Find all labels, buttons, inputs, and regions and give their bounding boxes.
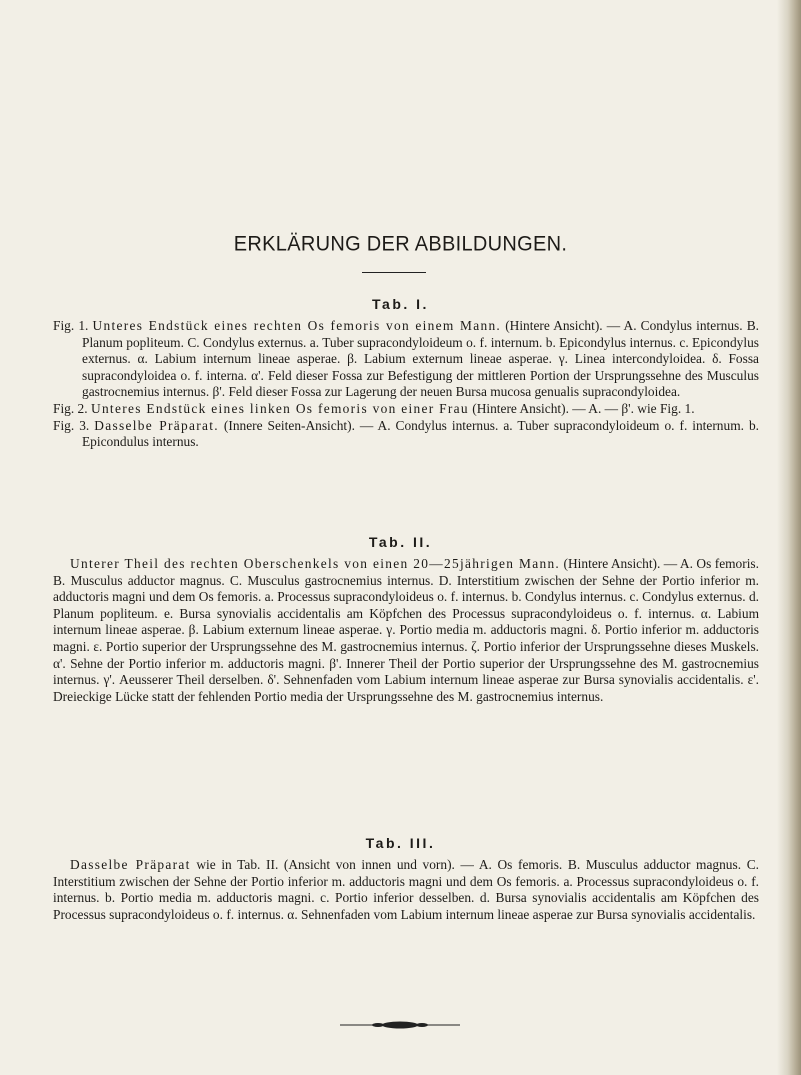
fig1-entry (53, 318, 759, 401)
fig3-entry (53, 418, 759, 451)
tab2-paragraph (53, 556, 759, 705)
fig1-lead: Unteres Endstück eines rechten Os femoris von einem Mann. (92, 318, 502, 333)
fig2-entry (53, 401, 759, 418)
tab2-body: (Hintere Ansicht). — A. Os femoris. B. Musculus adductor magnus. C. Musculus gastrocnemius internus. D. Interstitium zwischen der Sehne der Portio inferior m. adductoris magni und dem Os femoris. a. Processus supracondyloideus o. f. internus. b. Condylus internus. c. Condylus externus. d. Planum popliteum. e. Bursa synovialis accidentalis am Köpfchen des Processus supracondyloideus o. f. internus. α. Labium internum lineae asperae. β. Labium externum lineae asperae. γ. Portio media m. adductoris magni. δ. Portio inferior m. adductoris magni. ε. Portio superior der Ursprungssehne des M. gastrocnemius internus. ζ. Portio inferior der Ursprungssehne dieses Muskels. α'. Sehne der Portio inferior m. adductoris magni. β'. Innerer Theil der Portio superior der Ursprungssehne des M. gastrocnemius internus. γ'. Aeusserer Theil derselben. δ'. Sehnenfaden vom Labium internum lineae asperae zur Bursa synovialis accidentalis. ε'. Dreieckige Lücke statt der fehlenden Portio media der Ursprungssehne des M. gastrocnemius internus. (53, 556, 759, 704)
tab3-body: wie in Tab. II. (Ansicht von innen und vorn). — A. Os femoris. B. Musculus adductor magnus. C. Interstitium zwischen der Sehne der Portio inferior m. adductoris magni und dem Os femoris. a. Processus supracondyloideus o. f. internus. b. Portio media m. adductoris magni. c. Portio inferior desselben. d. Bursa synovialis accidentalis am Köpfchen des Processus supracondyloideus o. f. internus. α. Sehnenfaden vom Labium internum lineae asperae zur Bursa synovialis accidentalis. (53, 857, 759, 922)
page-heading: ERKLÄRUNG DER ABBILDUNGEN. (233, 232, 568, 256)
fig1-label: Fig. 1. (53, 318, 89, 333)
tab2-title: Tab. II. (368, 534, 433, 550)
tab2-lead: Unterer Theil des rechten Oberschenkels von einen 20—25jährigen Mann. (70, 556, 561, 571)
fig1-text: (Hintere Ansicht). — A. Condylus internus. B. Planum popliteum. C. Condylus externus. a. Tuber supracondyloideum o. f. internum. b. Epicondylus internus. c. Epicondylus externus. α. Labium internum lineae asperae. β. Labium externum lineae asperae. γ. Linea intercondyloidea. δ. Fossa supracondyloidea o. f. interna. α'. Feld dieser Fossa zur Befestigung der mittleren Portion der Ursprungssehne des Musculus gastrocnemius internus. β'. Feld dieser Fossa zur Lagerung der neuen Bursa mucosa genualis supracondyloidea. (82, 318, 760, 400)
fig2-label: Fig. 2. (53, 400, 88, 416)
tab2-text (53, 556, 759, 705)
tab1-text (53, 318, 759, 451)
heading-rule (362, 272, 426, 273)
fig3-lead: Dasselbe Präparat. (94, 417, 219, 433)
fig3-text: (Innere Seiten-Ansicht). — A. Condylus internus. a. Tuber supracondyloideum o. f. internum. b. Epicondulus internus. (82, 417, 759, 450)
tab3-lead: Dasselbe Präparat (70, 857, 191, 872)
tab3-text (53, 857, 759, 923)
tab1-title: Tab. I. (372, 296, 429, 312)
fig2-text: (Hintere Ansicht). — A. — β'. wie Fig. 1. (468, 400, 695, 416)
tab3-title: Tab. III. (365, 835, 436, 851)
end-ornament (340, 1020, 460, 1030)
fig3-label: Fig. 3. (53, 417, 90, 433)
fig2-lead: Unteres Endstück eines linken Os femoris von einer Frau (90, 400, 469, 416)
tab3-paragraph (53, 857, 759, 923)
